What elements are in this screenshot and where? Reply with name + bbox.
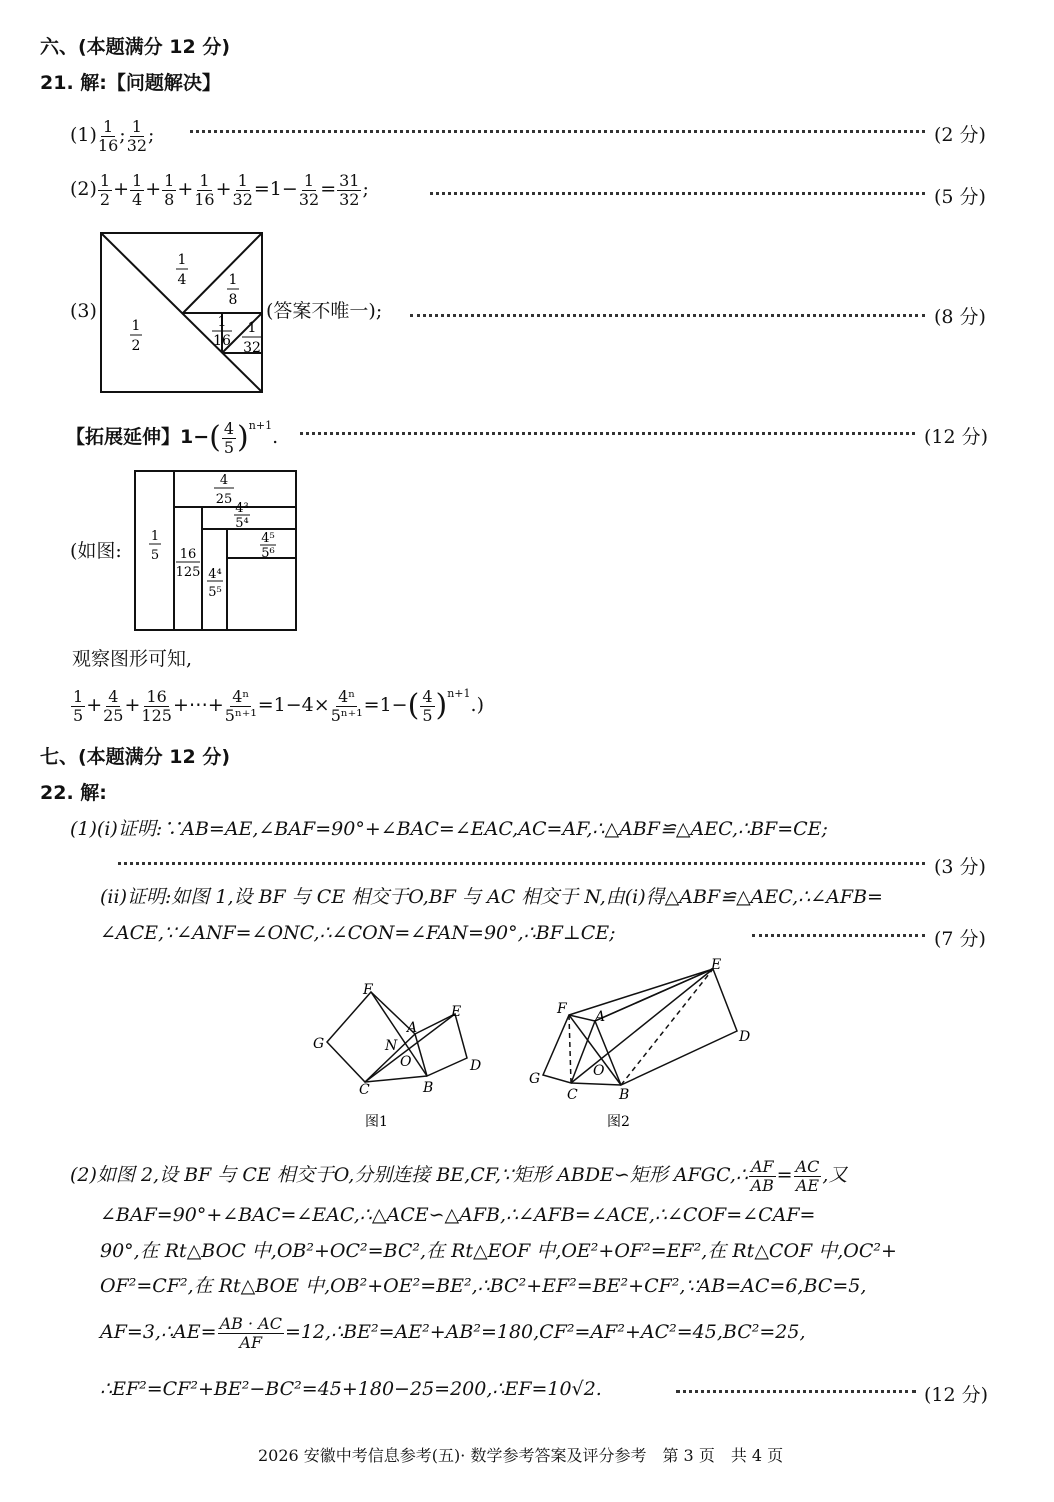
- svg-text:4: 4: [219, 473, 229, 488]
- q21-part3-note: (答案不唯一);: [266, 300, 383, 322]
- svg-text:5⁵: 5⁵: [208, 585, 222, 600]
- frac-quarter-num: 1: [177, 252, 187, 268]
- score-8: (8 分): [934, 306, 986, 328]
- q22-part2-line-5: AF=3,∴AE= $\frac{AB \cdot AC}{AF}$ =12,∴BE²=AE²+AB²=180,CF²=AF²+AC²=45,BC²=25,: [100, 1314, 806, 1352]
- q22-part2-line-1: (2)如图 2,设 BF 与 CE 相交于O,分别连接 BE,CF,∵矩形 ABDE∽矩形 AFGC,∴ $\frac{AF}{AB}$ = $\frac{AC}{AE}$ ,又: [70, 1157, 848, 1195]
- leader-dots: [300, 432, 915, 435]
- frac-32nd-num: 1: [247, 320, 257, 336]
- frac-eighth-den: 8: [228, 292, 238, 308]
- svg-text:O: O: [400, 1054, 412, 1070]
- section-7-title: 七、(本题满分 12 分): [40, 746, 231, 768]
- q21-part1: (1) $\frac{1}{16}$ ; $\frac{1}{32}$ ;: [70, 117, 155, 155]
- score-12: (12 分): [924, 426, 989, 448]
- svg-text:F: F: [363, 982, 373, 998]
- section-6-title: 六、(本题满分 12 分): [40, 36, 231, 58]
- svg-text:B: B: [423, 1080, 434, 1096]
- frac-half-num: 1: [131, 318, 141, 334]
- score-3: (3 分): [934, 856, 986, 878]
- score-5: (5 分): [934, 186, 986, 208]
- figure-1: [305, 980, 505, 1130]
- observe-text: 观察图形可知,: [72, 648, 193, 670]
- leader-dots: [410, 314, 925, 317]
- svg-text:E: E: [451, 1004, 462, 1020]
- svg-text:16: 16: [179, 547, 197, 562]
- svg-text:G: G: [313, 1036, 325, 1052]
- q22-heading: 22. 解:: [40, 782, 107, 804]
- leader-dots: [752, 934, 925, 937]
- q22-part2-line-2: ∠BAF=90°+∠BAC=∠EAC,∴△ACE∽△AFB,∴∠AFB=∠ACE,∴∠COF=∠CAF=: [100, 1204, 816, 1226]
- q22-part2-line-4: OF²=CF²,在 Rt△BOE 中,OB²+OE²=BE²,∴BC²+EF²=BE²+CF²,∵AB=AC=6,BC=5,: [100, 1275, 867, 1297]
- q21-heading: 21. 解:【问题解决】: [40, 72, 221, 94]
- svg-text:4⁵: 4⁵: [261, 531, 275, 546]
- svg-text:5⁶: 5⁶: [261, 546, 275, 561]
- frac-16th-num: 1: [217, 314, 227, 330]
- svg-text:E: E: [711, 957, 722, 973]
- svg-text:1: 1: [150, 529, 160, 544]
- figure-intro-label: (如图:: [70, 540, 122, 562]
- figure-1-caption: 图1: [365, 1114, 388, 1130]
- svg-text:C: C: [567, 1087, 578, 1103]
- rectangle-partition-figure: [134, 470, 298, 632]
- svg-text:5⁴: 5⁴: [235, 516, 249, 531]
- svg-text:F: F: [557, 1001, 567, 1017]
- figure-2-caption: 图2: [607, 1114, 630, 1130]
- leader-dots: [676, 1390, 916, 1393]
- svg-text:D: D: [739, 1029, 751, 1045]
- q21-part2: (2) $\frac{1}{2}$ + $\frac{1}{4}$ + $\frac{1}{8}$ + $\frac{1}{16}$ + $\frac{1}{32}$ =1− $\frac{1}{32}$ = $\frac{31}{32}$ ;: [70, 171, 369, 209]
- score-7: (7 分): [934, 928, 986, 950]
- svg-text:D: D: [470, 1058, 482, 1074]
- svg-text:5: 5: [150, 548, 160, 563]
- leader-dots: [118, 862, 925, 865]
- q22-line-2: (ii)证明:如图 1,设 BF 与 CE 相交于O,BF 与 AC 相交于 N,由(i)得△ABF≌△AEC,∴∠AFB=: [100, 886, 883, 908]
- q22-part2-line-6: ∴EF²=CF²+BE²−BC²=45+180−25=200,∴EF=10√2.: [100, 1378, 602, 1400]
- svg-text:B: B: [619, 1087, 630, 1103]
- frac-16th-den: 16: [213, 333, 231, 349]
- svg-text:C: C: [359, 1082, 370, 1098]
- square-partition-figure: [100, 232, 264, 394]
- frac-half-den: 2: [131, 338, 141, 354]
- frac-eighth-num: 1: [228, 272, 238, 288]
- svg-text:O: O: [593, 1063, 605, 1079]
- figure-2: [525, 955, 765, 1130]
- q21-extension: 【拓展延伸】1−( $\frac{4}{5}$ )$^{n+1}$.: [66, 419, 279, 457]
- leader-dots: [190, 130, 925, 133]
- q22-part2-line-3: 90°,在 Rt△BOC 中,OB²+OC²=BC²,在 Rt△EOF 中,OE²+OF²=EF²,在 Rt△COF 中,OC²+: [100, 1240, 897, 1262]
- svg-text:N: N: [385, 1038, 398, 1054]
- page-footer: 2026 安徽中考信息参考(五)· 数学参考答案及评分参考 第 3 页 共 4 页: [258, 1446, 784, 1465]
- svg-text:A: A: [407, 1020, 418, 1036]
- sum-formula: $\frac{1}{5}$ + $\frac{4}{25}$ + $\frac{16}{125}$ +⋯+ $\frac{\text{4ⁿ}}{\text{5ⁿ⁺¹}}$ =1−4× $\frac{\text{4ⁿ}}{\text{5ⁿ⁺¹}}$ =1−( $\frac{4}{5}$ )$^{n+1}$.): [73, 687, 484, 725]
- leader-dots: [430, 192, 925, 195]
- q22-line-3: ∠ACE,∵∠ANF=∠ONC,∴∠CON=∠FAN=90°,∴BF⊥CE;: [100, 922, 616, 944]
- svg-text:A: A: [595, 1009, 606, 1025]
- score-12b: (12 分): [924, 1384, 989, 1406]
- score-2: (2 分): [934, 124, 986, 146]
- svg-text:4³: 4³: [235, 501, 249, 516]
- svg-text:25: 25: [215, 492, 233, 507]
- frac-quarter-den: 4: [177, 272, 187, 288]
- svg-text:G: G: [529, 1071, 541, 1087]
- frac-32nd-den: 32: [243, 340, 261, 356]
- q21-part3-label: (3): [70, 300, 97, 322]
- q22-line-1: (1)(i)证明:∵AB=AE,∠BAF=90°+∠BAC=∠EAC,AC=AF,∴△ABF≌△AEC,∴BF=CE;: [70, 818, 828, 840]
- svg-text:4⁴: 4⁴: [208, 567, 222, 582]
- svg-text:125: 125: [175, 565, 201, 580]
